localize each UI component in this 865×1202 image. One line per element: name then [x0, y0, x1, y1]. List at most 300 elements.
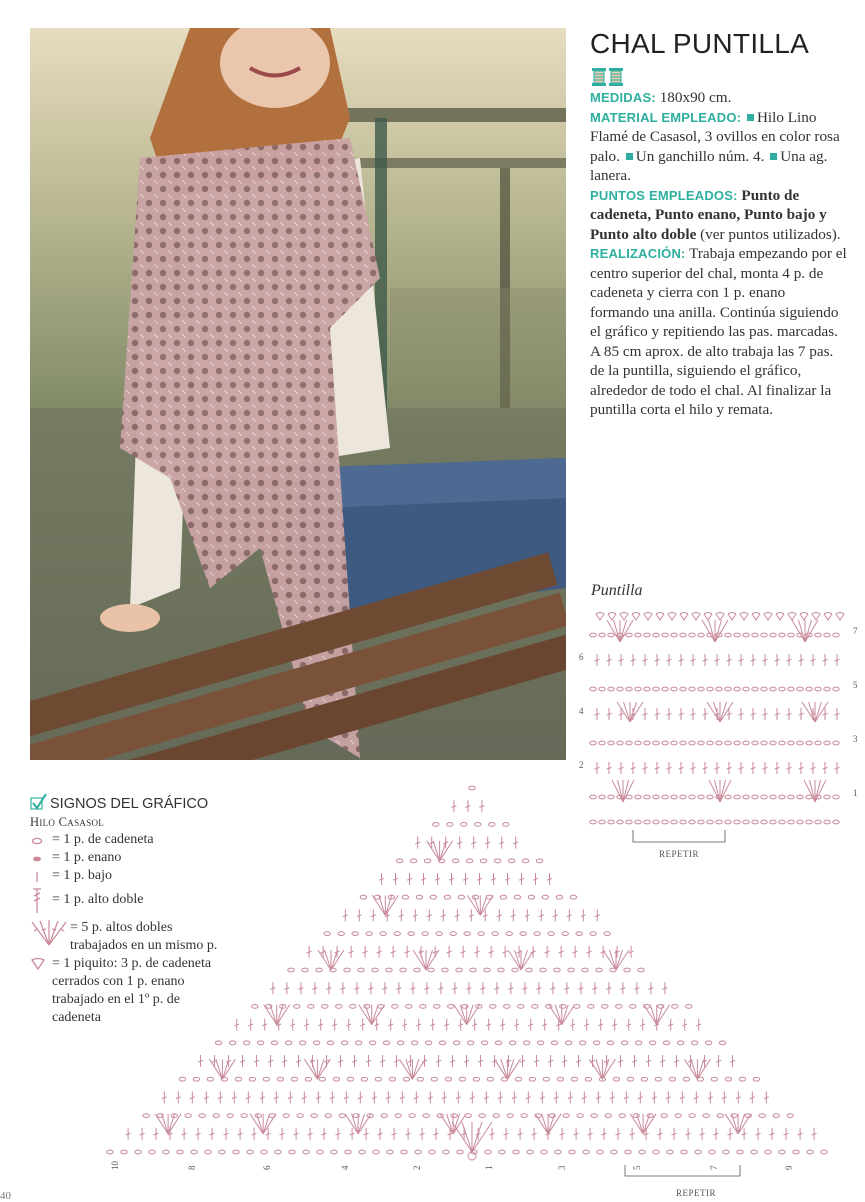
chain-stitch-mark	[770, 633, 776, 637]
chain-stitch-mark	[759, 1114, 765, 1118]
chain-stitch-mark	[415, 1150, 421, 1154]
chain-stitch-mark	[644, 741, 650, 745]
shell-stitch-mark	[358, 1114, 371, 1134]
chain-stitch-mark	[498, 968, 504, 972]
chain-stitch-mark	[504, 1005, 510, 1009]
picot-mark	[620, 613, 628, 621]
medidas-value: 180x90 cm.	[659, 89, 732, 106]
chain-stitch-mark	[616, 1005, 622, 1009]
shell-stitch-mark	[264, 1005, 277, 1025]
shell-stitch-mark	[209, 1059, 222, 1079]
chain-stitch-mark	[824, 741, 830, 745]
chain-stitch-mark	[619, 1114, 625, 1118]
material-item: Hilo Lino Flamé de Casasol, 3 ovillos en color rosa palo.	[590, 108, 840, 165]
shell-stitch-mark	[257, 1114, 264, 1134]
chain-stitch-mark	[611, 1150, 617, 1154]
chain-stitch-mark	[179, 1077, 185, 1081]
puntilla-row-number: 7	[853, 626, 858, 636]
chain-stitch-mark	[448, 1005, 454, 1009]
chain-stitch-mark	[630, 1005, 636, 1009]
chain-stitch-mark	[313, 1041, 319, 1045]
shell-stitch-mark	[614, 620, 621, 642]
shell-stitch-mark	[467, 1005, 480, 1025]
chain-stitch-mark	[322, 1005, 328, 1009]
chain-stitch-mark	[532, 1005, 538, 1009]
chain-stitch-mark	[653, 633, 659, 637]
chain-stitch-mark	[369, 1041, 375, 1045]
shell-stitch-mark	[372, 895, 385, 915]
chain-stitch-mark	[593, 1041, 599, 1045]
puntos-note: (ver puntos utilizados).	[700, 225, 841, 243]
chain-stitch-mark	[661, 1114, 667, 1118]
shell-stitch-mark	[799, 620, 806, 642]
chain-stitch-mark	[797, 741, 803, 745]
chain-stitch-mark	[252, 1005, 258, 1009]
chain-stitch-mark	[725, 687, 731, 691]
shell-stitch-mark	[474, 895, 481, 915]
chain-stitch-mark	[709, 1150, 715, 1154]
chain-stitch-mark	[518, 1005, 524, 1009]
chain-stitch-mark	[327, 1041, 333, 1045]
shell-stitch-mark	[521, 950, 528, 970]
chain-stitch-mark	[325, 1114, 331, 1118]
puntilla-title: Puntilla	[591, 582, 643, 599]
page-number: 40	[0, 1190, 11, 1202]
chain-stitch-mark	[461, 823, 467, 827]
chain-stitch-mark	[824, 687, 830, 691]
chain-stitch-mark	[621, 1041, 627, 1045]
chain-stitch-mark	[655, 1077, 661, 1081]
chain-stitch-mark	[469, 786, 475, 790]
chain-stitch-mark	[480, 859, 486, 863]
shell-stitch-mark	[697, 1059, 710, 1079]
shell-stitch-mark	[644, 1005, 657, 1025]
chart-row-number: 1	[484, 1165, 494, 1170]
chain-stitch-mark	[339, 1114, 345, 1118]
shell-stitch-mark	[155, 1114, 168, 1134]
chain-stitch-mark	[479, 1114, 485, 1118]
legend-subtitle: Hilo Casasol	[30, 815, 105, 829]
chain-stitch-mark	[743, 687, 749, 691]
shell-stitch-mark	[616, 950, 629, 970]
chain-stitch-mark	[233, 1150, 239, 1154]
chain-stitch-mark	[526, 968, 532, 972]
chain-stitch-mark	[503, 823, 509, 827]
shell-stitch-mark	[472, 1122, 492, 1152]
chain-stitch-mark	[653, 687, 659, 691]
shell-stitch-mark	[317, 1059, 330, 1079]
chain-stitch-mark	[534, 932, 540, 936]
chain-stitch-mark	[806, 687, 812, 691]
chain-stitch-mark	[394, 932, 400, 936]
chain-stitch-mark	[227, 1114, 233, 1118]
chain-stitch-mark	[490, 1005, 496, 1009]
shell-stitch-mark	[805, 620, 818, 642]
chain-stitch-mark	[698, 741, 704, 745]
chain-stitch-mark	[677, 1041, 683, 1045]
shell-stitch-mark	[270, 1005, 277, 1025]
chain-stitch-mark	[485, 1150, 491, 1154]
chain-stitch-mark	[456, 968, 462, 972]
chain-stitch-mark	[662, 741, 668, 745]
puntilla-row-number: 5	[853, 680, 858, 690]
shell-stitch-mark	[697, 1059, 704, 1079]
chain-stitch-mark	[543, 1077, 549, 1081]
shell-stitch-mark	[480, 895, 487, 915]
chain-stitch-mark	[458, 895, 464, 899]
chain-stitch-mark	[627, 1077, 633, 1081]
chain-stitch-mark	[431, 1077, 437, 1081]
chain-stitch-mark	[689, 741, 695, 745]
picot-mark	[740, 613, 748, 621]
chain-stitch-mark	[411, 1041, 417, 1045]
chain-stitch-mark	[424, 859, 430, 863]
picot-mark	[644, 613, 652, 621]
shell-stitch-icon	[30, 919, 68, 953]
chain-stitch-mark	[470, 968, 476, 972]
picot-mark	[632, 613, 640, 621]
chain-stitch-mark	[466, 859, 472, 863]
chain-stitch-mark	[423, 1114, 429, 1118]
chain-stitch-mark	[336, 1005, 342, 1009]
realizacion-text: Trabaja empezando por el centro superior del chal, monta 4 p. de cadeneta y cierra con 1 p. enano formando una anilla. Continúa siguiendo el gráfico y repitiendo las pas. marcadas. A 85 cm aprox. de alto trabaja las 7 pas. de la puntilla, siguiendo el gráfico, alrededor de todo el chal. Al finalizar la puntilla corta el hilo y remata.	[590, 245, 847, 418]
chain-stitch-mark	[590, 633, 596, 637]
chain-stitch-mark	[797, 687, 803, 691]
chain-stitch-mark	[207, 1077, 213, 1081]
checkmark-icon	[30, 793, 48, 816]
medidas-paragraph	[590, 88, 848, 108]
chain-stitch-mark	[599, 633, 605, 637]
chain-stitch-mark	[439, 1041, 445, 1045]
shell-stitch-mark	[637, 1114, 644, 1134]
chain-stitch-mark	[360, 895, 366, 899]
chain-stitch-mark	[297, 1114, 303, 1118]
shell-stitch-mark	[589, 1059, 602, 1079]
chart-row-number: 9	[784, 1165, 794, 1170]
chain-stitch-mark	[540, 968, 546, 972]
chain-stitch-mark	[647, 1114, 653, 1118]
chain-stitch-mark	[773, 1114, 779, 1118]
chain-stitch-mark	[779, 1150, 785, 1154]
chain-stitch-mark	[520, 932, 526, 936]
picot-mark	[812, 613, 820, 621]
chain-stitch-mark	[562, 932, 568, 936]
chain-stitch-mark	[467, 1041, 473, 1045]
chain-stitch-mark	[494, 859, 500, 863]
shell-stitch-mark	[412, 1059, 419, 1079]
puntos-label: PUNTOS EMPLEADOS:	[590, 187, 738, 203]
bullet-square-icon	[770, 153, 777, 160]
chart-row-number: 8	[187, 1165, 197, 1170]
picot-mark	[836, 613, 844, 621]
chain-stitch-mark	[671, 633, 677, 637]
chain-stitch-mark	[403, 1077, 409, 1081]
chain-stitch-mark	[635, 633, 641, 637]
chain-stitch-mark	[565, 1041, 571, 1045]
chain-stitch-mark	[507, 1114, 513, 1118]
chain-stitch-mark	[604, 932, 610, 936]
shell-stitch-mark	[507, 1059, 520, 1079]
shell-stitch-mark	[815, 702, 828, 722]
picot-mark	[788, 613, 796, 621]
chain-stitch-mark	[806, 741, 812, 745]
shell-stitch-mark	[617, 702, 630, 722]
chain-stitch-mark	[302, 968, 308, 972]
chain-stitch-mark	[512, 968, 518, 972]
chain-stitch-mark	[428, 968, 434, 972]
chain-stitch-mark	[373, 1150, 379, 1154]
puntilla-row-number: 3	[853, 734, 858, 744]
chain-stitch-mark	[305, 1077, 311, 1081]
shawl-photo-illustration	[30, 28, 566, 760]
chain-stitch-mark	[698, 633, 704, 637]
chain-stitch-mark	[644, 633, 650, 637]
chain-stitch-mark	[523, 1041, 529, 1045]
chain-stitch-mark	[402, 895, 408, 899]
chain-stitch-mark	[410, 859, 416, 863]
medidas-label: MEDIDAS:	[590, 90, 656, 105]
chain-stitch-mark	[653, 741, 659, 745]
chain-stitch-mark	[257, 1041, 263, 1045]
shell-stitch-mark	[542, 1114, 549, 1134]
chain-stitch-mark	[434, 1005, 440, 1009]
shell-stitch-mark	[707, 702, 720, 722]
picot-mark	[656, 613, 664, 621]
realizacion-paragraph	[590, 244, 848, 420]
chain-stitch-mark	[453, 1041, 459, 1045]
chain-stitch-mark	[698, 687, 704, 691]
chain-stitch-mark	[556, 895, 562, 899]
shell-stitch-mark	[650, 1005, 657, 1025]
chain-stitch-mark	[387, 1150, 393, 1154]
chain-stitch-mark	[451, 1114, 457, 1118]
legend-title: SIGNOS DEL GRÁFICO	[50, 796, 209, 812]
chain-stitch-mark	[691, 1041, 697, 1045]
picot-mark	[596, 613, 604, 621]
chain-stitch-mark	[397, 1041, 403, 1045]
chain-stitch-mark	[513, 1150, 519, 1154]
chain-stitch-mark	[529, 1077, 535, 1081]
puntilla-row-number: 6	[579, 652, 584, 662]
chain-stitch-mark	[625, 1150, 631, 1154]
chain-stitch-mark	[788, 633, 794, 637]
shell-stitch-mark	[325, 950, 332, 970]
chain-stitch-mark	[711, 1077, 717, 1081]
chain-stitch-mark	[263, 1077, 269, 1081]
material-paragraph	[590, 108, 848, 186]
chain-stitch-mark	[716, 741, 722, 745]
chain-stitch-mark	[761, 633, 767, 637]
chain-stitch-mark	[583, 1150, 589, 1154]
repeat-bracket	[625, 1165, 740, 1176]
chain-stitch-mark	[163, 1150, 169, 1154]
chain-stitch-mark	[663, 1041, 669, 1045]
shell-stitch-mark	[462, 1122, 472, 1152]
chain-stitch-mark	[563, 1114, 569, 1118]
chain-stitch-mark	[506, 932, 512, 936]
chain-stitch-mark	[185, 1114, 191, 1118]
picot-mark	[716, 613, 724, 621]
chain-stitch-mark	[703, 1114, 709, 1118]
material-item: Una ag. lanera.	[590, 147, 828, 184]
chain-stitch-mark	[433, 823, 439, 827]
chain-stitch-mark	[509, 1041, 515, 1045]
chain-stitch-mark	[338, 932, 344, 936]
chain-stitch-mark	[177, 1150, 183, 1154]
chain-stitch-mark	[635, 741, 641, 745]
chain-stitch-mark	[626, 633, 632, 637]
chain-stitch-mark	[473, 1077, 479, 1081]
picot-mark	[728, 613, 736, 621]
chain-stitch-mark	[568, 968, 574, 972]
chain-stitch-mark	[508, 859, 514, 863]
chain-stitch-mark	[541, 1150, 547, 1154]
legend-item-text: = 1 p. bajo	[52, 868, 112, 883]
shell-stitch-mark	[365, 1005, 372, 1025]
chain-stitch-mark	[779, 633, 785, 637]
picot-mark	[764, 613, 772, 621]
puntilla-row-number: 4	[579, 706, 584, 716]
chain-stitch-mark	[121, 1150, 127, 1154]
puntilla-repeat-label: REPETIR	[659, 849, 700, 859]
chain-stitch-mark	[472, 895, 478, 899]
chain-stitch-mark	[779, 741, 785, 745]
chain-stitch-mark	[761, 741, 767, 745]
shell-stitch-mark	[452, 1122, 472, 1152]
chain-stitch-mark	[450, 932, 456, 936]
legend-item-text: = 1 p. de cadeneta	[52, 832, 154, 847]
chain-stitch-mark	[734, 741, 740, 745]
shell-stitch-mark	[720, 702, 733, 722]
chain-stitch-mark	[752, 687, 758, 691]
chain-stitch-mark	[409, 1114, 415, 1118]
chart-row-number: 7	[709, 1165, 719, 1170]
chain-stitch-mark	[571, 1077, 577, 1081]
chain-stitch-mark	[542, 895, 548, 899]
chain-stitch-mark	[590, 687, 596, 691]
chain-stitch-mark	[241, 1114, 247, 1118]
chain-stitch-mark	[193, 1077, 199, 1081]
chain-stitch-mark	[716, 687, 722, 691]
chain-stitch-mark	[680, 633, 686, 637]
shawl-photo	[30, 28, 566, 760]
chain-stitch-mark	[271, 1041, 277, 1045]
chain-stitch-mark	[662, 687, 668, 691]
shell-stitch-mark	[809, 702, 816, 722]
chain-stitch-mark	[345, 1150, 351, 1154]
picot-mark	[680, 613, 688, 621]
chain-stitch-mark	[311, 1114, 317, 1118]
chain-stitch-mark	[442, 968, 448, 972]
shell-stitch-mark	[607, 620, 620, 642]
chain-stitch-mark	[355, 1041, 361, 1045]
chain-stitch-mark	[719, 1041, 725, 1045]
chain-stitch-mark	[555, 1150, 561, 1154]
shell-stitch-mark	[494, 1059, 507, 1079]
chain-stitch-mark	[599, 741, 605, 745]
shell-stitch-mark	[709, 620, 716, 642]
chain-stitch-mark	[447, 823, 453, 827]
chain-stitch-mark	[596, 968, 602, 972]
chart-row-number: 4	[340, 1165, 350, 1170]
chain-stitch-mark	[626, 741, 632, 745]
chain-stitch-mark	[765, 1150, 771, 1154]
chain-stitch-mark	[560, 1005, 566, 1009]
chain-stitch-mark	[464, 932, 470, 936]
chain-stitch-mark	[734, 687, 740, 691]
chain-stitch-mark	[333, 1077, 339, 1081]
chain-stitch-mark	[579, 1041, 585, 1045]
shell-stitch-mark	[168, 1114, 181, 1134]
chain-stitch-mark	[341, 1041, 347, 1045]
chain-stitch-mark	[717, 1114, 723, 1118]
chain-stitch-mark	[452, 859, 458, 863]
chain-stitch-mark	[824, 633, 830, 637]
chain-stitch-mark	[649, 1041, 655, 1045]
chain-stitch-mark	[484, 968, 490, 972]
chain-stitch-mark	[635, 1041, 641, 1045]
chain-stitch-mark	[408, 932, 414, 936]
shell-stitch-mark	[472, 1122, 482, 1152]
chain-stitch-mark	[191, 1150, 197, 1154]
realizacion-label: REALIZACIÓN:	[590, 246, 686, 261]
chain-stitch-mark	[680, 687, 686, 691]
chain-stitch-mark	[213, 1114, 219, 1118]
chain-stitch-mark	[324, 932, 330, 936]
picot-mark	[776, 613, 784, 621]
shell-stitch-mark	[318, 950, 331, 970]
chain-stitch-mark	[366, 932, 372, 936]
chain-stitch-mark	[815, 741, 821, 745]
chain-stitch-mark	[671, 687, 677, 691]
chain-stitch-mark	[481, 1041, 487, 1045]
puntilla-row-number: 1	[853, 788, 858, 798]
chain-stitch-mark	[675, 1114, 681, 1118]
shell-stitch-mark	[379, 895, 386, 915]
picot-mark	[800, 613, 808, 621]
chain-stitch-mark	[752, 633, 758, 637]
puntos-paragraph	[590, 186, 848, 245]
chain-stitch-mark	[430, 895, 436, 899]
chain-stitch-mark	[770, 687, 776, 691]
chain-stitch-mark	[577, 1114, 583, 1118]
chain-stitch-mark	[249, 1077, 255, 1081]
chain-stitch-mark	[807, 1150, 813, 1154]
chain-stitch-mark	[288, 968, 294, 972]
chain-stitch-mark	[291, 1077, 297, 1081]
chain-stitch-mark	[444, 895, 450, 899]
chain-stitch-mark	[669, 1077, 675, 1081]
legend-item-text: = 1 piquito: 3 p. de cadeneta cerrados con 1 p. enano trabajado en el 1º p. de cadeneta	[52, 956, 212, 1025]
chain-stitch-mark	[344, 968, 350, 972]
chain-stitch-mark	[743, 633, 749, 637]
shell-stitch-mark	[702, 620, 715, 642]
chain-stitch-mark	[400, 968, 406, 972]
chain-stitch-mark	[689, 687, 695, 691]
chain-stitch-mark	[707, 687, 713, 691]
chain-stitch-mark	[429, 1150, 435, 1154]
shell-stitch-mark	[624, 702, 631, 722]
shell-stitch-mark	[715, 620, 728, 642]
chain-stitch-mark	[569, 1150, 575, 1154]
single-crochet-icon	[30, 869, 44, 889]
chain-stitch-mark	[613, 1077, 619, 1081]
chain-stitch-mark	[229, 1041, 235, 1045]
chain-stitch-mark	[417, 1077, 423, 1081]
chain-stitch-mark	[695, 1150, 701, 1154]
picot-mark	[692, 613, 700, 621]
chain-stitch-mark	[537, 1041, 543, 1045]
